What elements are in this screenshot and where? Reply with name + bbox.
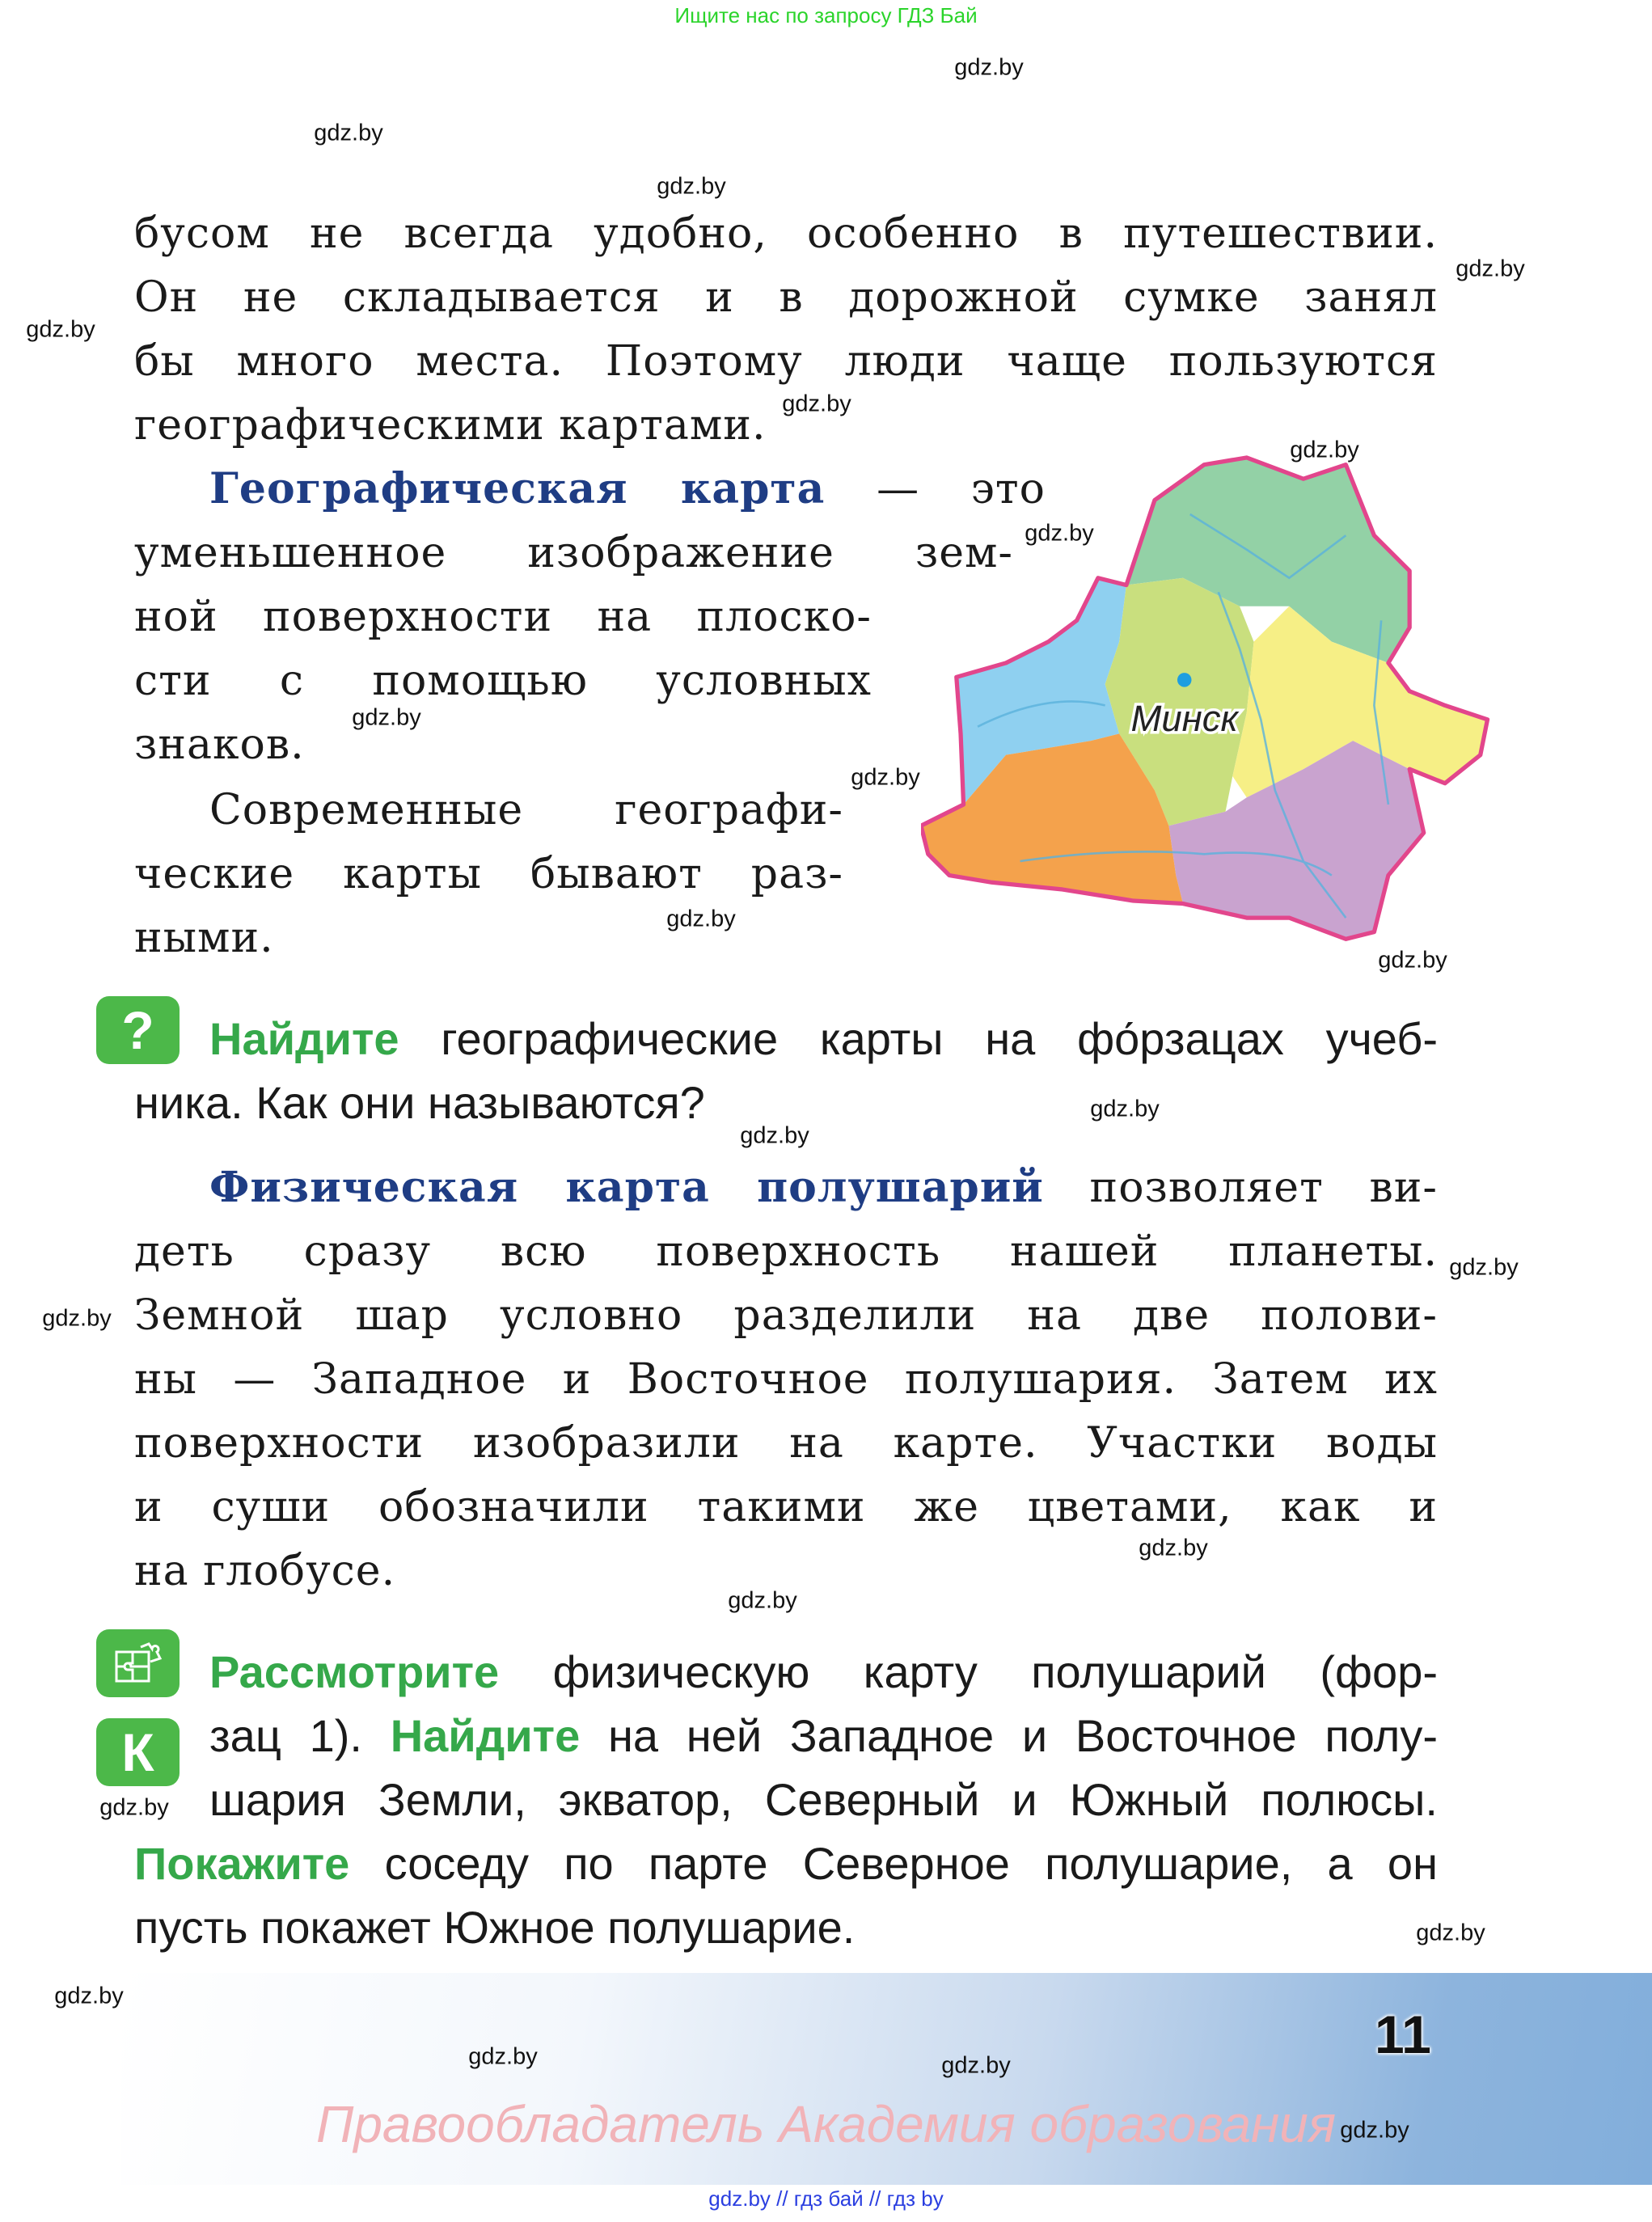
text-line: [209, 1640, 1438, 1704]
text-segment: Он не складывается и в дорожной сумке занял: [134, 273, 1438, 322]
modern-maps-paragraph: [134, 779, 843, 970]
physical-map-paragraph: [134, 1155, 1438, 1603]
gdz-watermark: gdz.by: [314, 120, 383, 146]
action-verb: Найдите: [209, 1013, 399, 1064]
text-line: [134, 649, 872, 713]
text-segment: уменьшенное изображение зем-: [134, 529, 1013, 577]
text-segment: на ней Западное и Восточное полу-: [580, 1710, 1438, 1761]
text-segment: позволяет ви-: [1043, 1164, 1438, 1212]
text-line: [134, 906, 843, 970]
puzzle-icon: [96, 1629, 180, 1697]
text-line: [134, 1831, 1438, 1895]
gdz-watermark: gdz.by: [941, 2052, 1011, 2079]
text-segment: бусом не всегда удобно, особенно в путешествии.: [134, 209, 1438, 258]
text-line: [134, 843, 843, 906]
definition-paragraph: [134, 457, 1046, 777]
intro-paragraph: [134, 202, 1438, 458]
gdz-watermark: gdz.by: [26, 316, 95, 343]
text-line: [134, 266, 1438, 330]
gdz-watermark: gdz.by: [851, 764, 920, 791]
text-segment: географическими картами.: [134, 401, 767, 450]
gdz-watermark: gdz.by: [352, 704, 421, 731]
text-segment: ческие карты бывают раз-: [134, 850, 843, 898]
text-line: [134, 585, 872, 649]
site-links[interactable]: gdz.by // гдз бай // гдз by: [708, 2186, 944, 2211]
text-segment: на глобусе.: [134, 1547, 396, 1595]
gdz-watermark: gdz.by: [657, 173, 726, 200]
question-task: [134, 1007, 1438, 1134]
text-line: [134, 713, 872, 777]
text-line: [134, 1284, 1438, 1348]
gdz-watermark: gdz.by: [468, 2043, 538, 2070]
minsk-capital-dot: [1177, 673, 1192, 687]
text-segment: шария Земли, экватор, Северный и Южный полюсы.: [209, 1774, 1438, 1825]
text-segment: ны — Западное и Восточное полушария. Затем их: [134, 1355, 1438, 1404]
gdz-watermark: gdz.by: [54, 1983, 124, 2009]
action-verb: Найдите: [390, 1710, 581, 1761]
action-verb: Покажите: [134, 1838, 350, 1889]
gdz-watermark: gdz.by: [99, 1794, 169, 1821]
gdz-watermark: gdz.by: [1090, 1096, 1160, 1122]
text-segment: зац 1).: [209, 1710, 391, 1761]
action-verb: Рассмотрите: [209, 1646, 500, 1697]
text-segment: бы много места. Поэтому люди чаще пользуются: [134, 337, 1438, 386]
text-segment: Современные географи-: [209, 786, 843, 834]
text-segment: географические карты на фо́рзацах учеб-: [399, 1013, 1438, 1064]
gdz-watermark: gdz.by: [1025, 520, 1094, 547]
gdz-watermark: gdz.by: [1449, 1254, 1519, 1281]
gdz-watermark: gdz.by: [1456, 256, 1525, 282]
text-line: [134, 1895, 1438, 1959]
consolidate-k-icon: К: [96, 1718, 180, 1786]
text-line: [134, 202, 1438, 266]
text-segment: соседу по парте Северное полушарие, а он: [349, 1838, 1438, 1889]
text-segment: поверхности изобразили на карте. Участки воды: [134, 1419, 1438, 1468]
text-line: [209, 1155, 1438, 1220]
text-segment: Земной шар условно разделили на две полови-: [134, 1291, 1438, 1340]
gdz-watermark: gdz.by: [1378, 947, 1447, 974]
gdz-watermark: gdz.by: [1290, 437, 1359, 463]
text-segment: ной поверхности на плоско-: [134, 593, 872, 641]
text-line: [134, 1476, 1438, 1540]
gdz-watermark: gdz.by: [782, 391, 851, 417]
practice-task: [134, 1640, 1438, 1959]
page-number: 11: [1375, 2004, 1431, 2064]
key-term: Географическая карта: [209, 464, 826, 513]
text-segment: — это: [825, 465, 1046, 513]
text-segment: деть сразу всю поверхность нашей планеты.: [134, 1227, 1438, 1276]
text-line: [209, 1704, 1438, 1768]
gdz-watermark: gdz.by: [1139, 1535, 1208, 1561]
text-line: [209, 1768, 1438, 1831]
text-line: [134, 330, 1438, 394]
gdz-watermark: gdz.by: [740, 1122, 809, 1149]
text-segment: ными.: [134, 914, 274, 962]
text-segment: физическую карту полушарий (фор-: [499, 1646, 1438, 1697]
key-term: Физическая карта полушарий: [209, 1163, 1044, 1212]
gdz-watermark: gdz.by: [954, 54, 1024, 81]
question-icon: ?: [96, 996, 180, 1064]
gdz-watermark: gdz.by: [42, 1305, 112, 1332]
text-segment: и суши обозначили такими же цветами, как и: [134, 1483, 1438, 1531]
text-line: [134, 522, 1013, 585]
rights-holder-watermark: Правообладатель Академия образования: [315, 2095, 1337, 2153]
text-line: [209, 1007, 1438, 1071]
belarus-regions-map: [921, 450, 1490, 942]
text-line: [209, 457, 1046, 522]
gdz-watermark: gdz.by: [1416, 1920, 1485, 1946]
search-hint-banner: Ищите нас по запросу ГДЗ Бай: [674, 3, 978, 27]
text-line: [134, 1348, 1438, 1412]
gdz-watermark: gdz.by: [728, 1587, 797, 1614]
gdz-watermark: gdz.by: [1340, 2117, 1409, 2144]
text-line: [134, 1220, 1438, 1284]
text-segment: пусть покажет Южное полушарие.: [134, 1902, 856, 1953]
text-line: [134, 1412, 1438, 1476]
minsk-label: Минск: [1130, 697, 1238, 739]
gdz-watermark: gdz.by: [666, 906, 736, 932]
text-segment: сти с помощью условных: [134, 657, 872, 705]
text-segment: ника. Как они называются?: [134, 1077, 705, 1128]
text-segment: знаков.: [134, 720, 305, 769]
text-line: [209, 779, 843, 843]
